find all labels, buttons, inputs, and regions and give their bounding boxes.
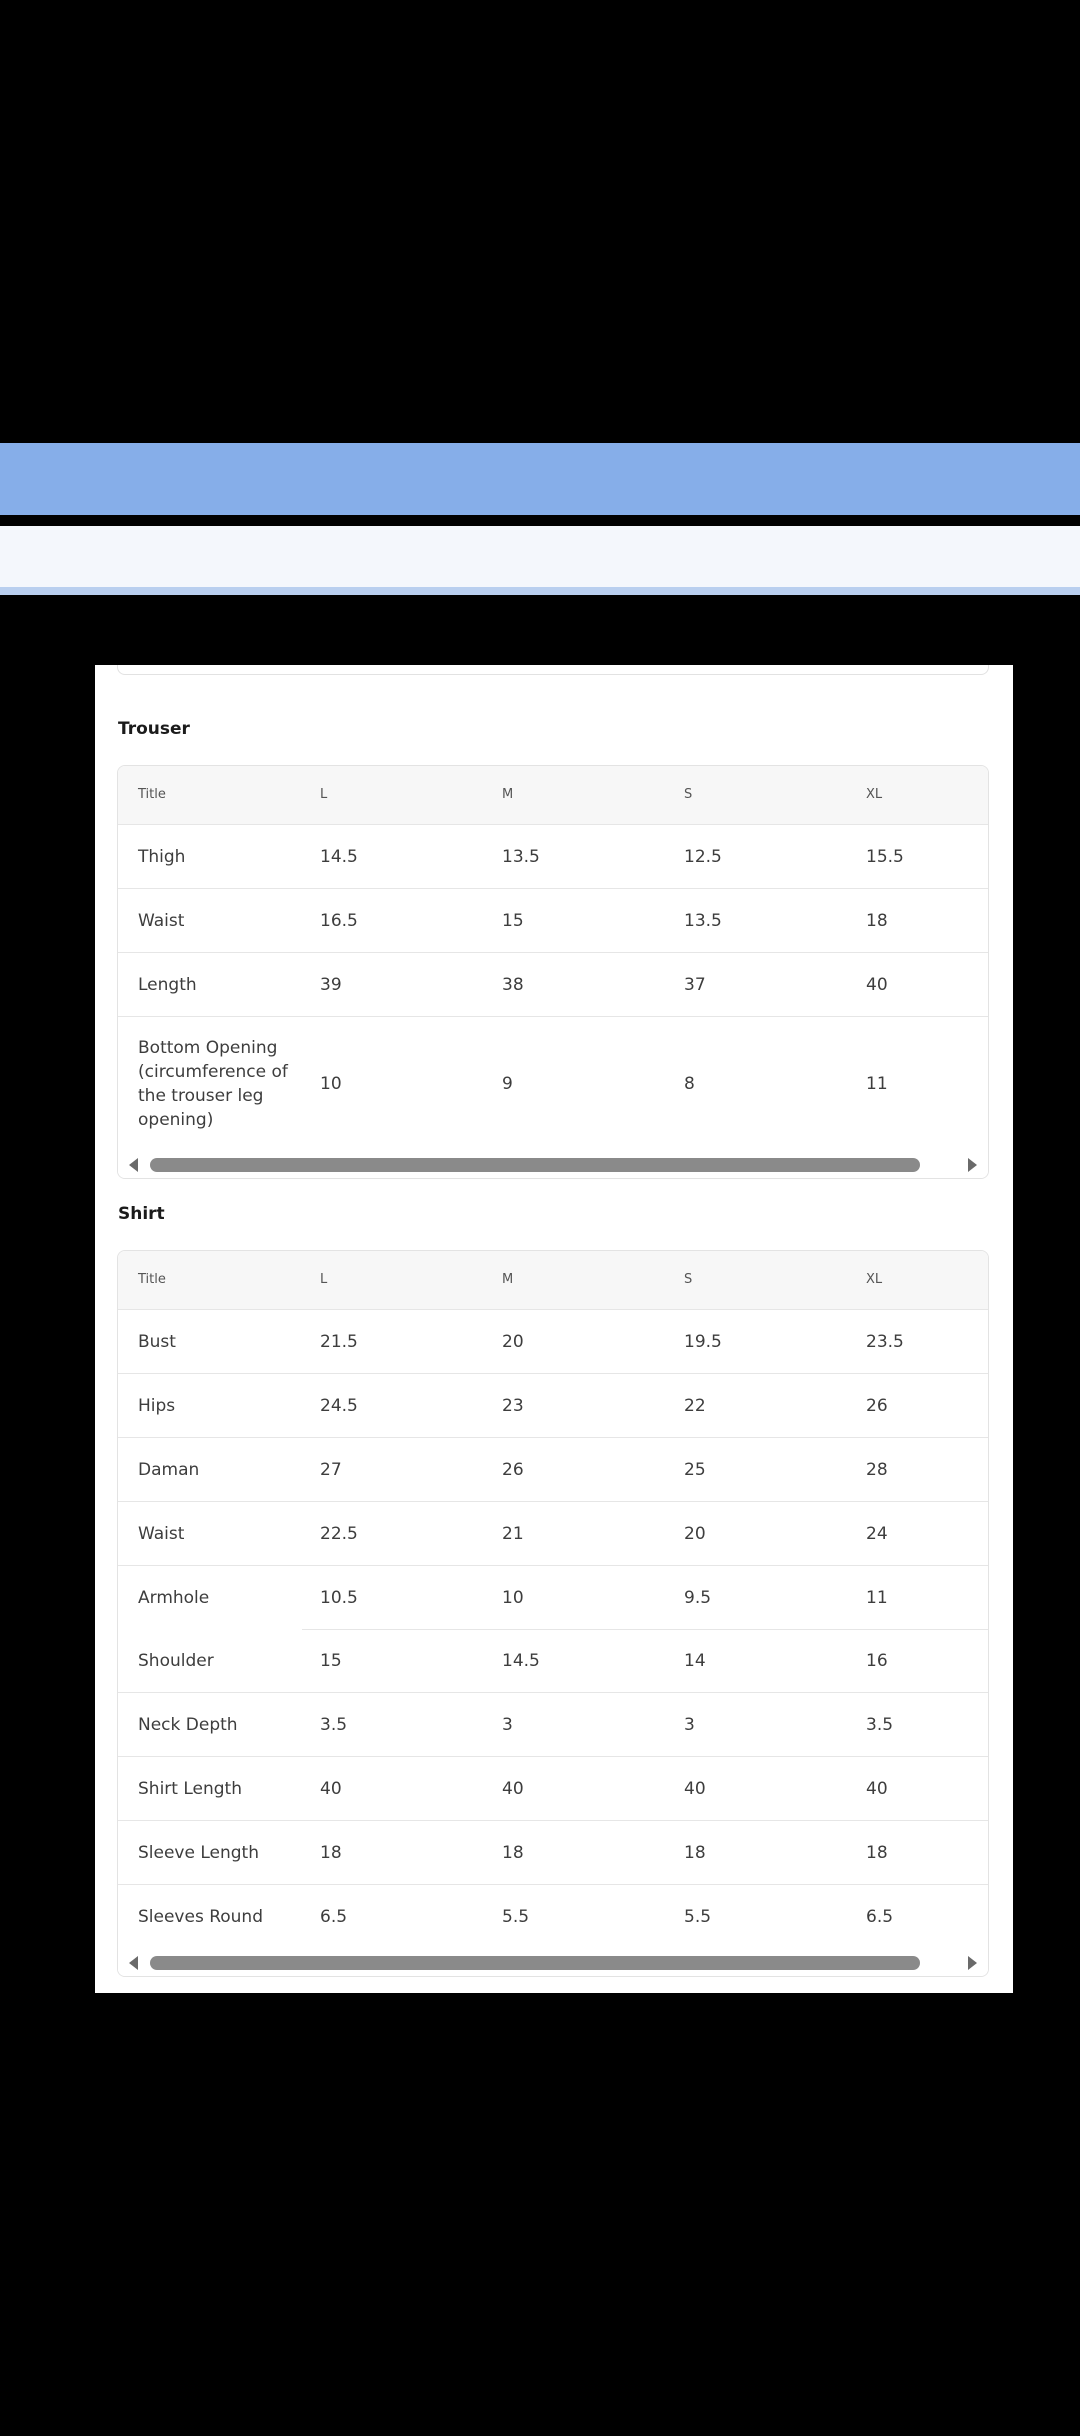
header-size-m: M: [502, 1272, 514, 1287]
header-size-xl: XL: [866, 787, 883, 802]
shirt-size-table[interactable]: [117, 1250, 989, 1977]
scroll-right-arrow-icon[interactable]: [968, 1956, 977, 1970]
cell-value: 37: [684, 974, 706, 995]
cell-value: 3.5: [320, 1714, 348, 1735]
row-label: Bust: [138, 1331, 176, 1352]
cell-value: 22.5: [320, 1523, 358, 1544]
header-title: Title: [138, 1272, 166, 1287]
cell-value: 18: [502, 1842, 524, 1863]
row-label: Armhole: [138, 1587, 210, 1608]
cell-value: 19.5: [684, 1331, 722, 1352]
subheader-divider: [0, 587, 1080, 595]
cell-value: 6.5: [320, 1906, 348, 1927]
cell-value: 9.5: [684, 1587, 712, 1608]
row-label: Waist: [138, 1523, 185, 1544]
table-row: [118, 1629, 988, 1693]
header-size-s: S: [684, 1272, 693, 1287]
app-header-bar: [0, 443, 1080, 515]
table-row: [118, 1017, 988, 1150]
cell-value: 5.5: [684, 1906, 712, 1927]
cell-value: 26: [502, 1459, 524, 1480]
cell-value: 22: [684, 1395, 706, 1416]
cell-value: 28: [866, 1459, 888, 1480]
cell-value: 16.5: [320, 910, 358, 931]
row-label: Shirt Length: [138, 1778, 242, 1799]
row-label: Bottom Opening (circumference of the trouser leg opening): [138, 1037, 288, 1130]
table-row: [118, 1502, 988, 1566]
row-label: Sleeve Length: [138, 1842, 259, 1863]
cell-value: 26: [866, 1395, 888, 1416]
table-row: [118, 1438, 988, 1502]
cell-value: 18: [684, 1842, 706, 1863]
table-row: [118, 1693, 988, 1757]
table-row: [118, 1566, 988, 1629]
header-size-m: M: [502, 787, 514, 802]
header-size-l: L: [320, 1272, 328, 1287]
cell-value: 39: [320, 974, 342, 995]
cell-value: 10: [502, 1587, 524, 1608]
row-label: Hips: [138, 1395, 176, 1416]
table-row: [118, 1374, 988, 1438]
cell-value: 14.5: [320, 846, 358, 867]
table-row: [118, 825, 988, 889]
cell-value: 40: [866, 974, 888, 995]
row-label: Waist: [138, 910, 185, 931]
cell-value: 23.5: [866, 1331, 904, 1352]
cell-value: 3: [502, 1714, 513, 1735]
trouser-section-title: Trouser: [118, 719, 190, 739]
cell-value: 14.5: [502, 1650, 540, 1671]
row-label: Shoulder: [138, 1650, 214, 1671]
cell-value: 23: [502, 1395, 524, 1416]
row-label: Daman: [138, 1459, 200, 1480]
scrollbar-thumb[interactable]: [150, 1956, 920, 1970]
cell-value: 13.5: [502, 846, 540, 867]
cell-value: 18: [866, 1842, 888, 1863]
horizontal-scrollbar[interactable]: [118, 1150, 988, 1178]
table-header-row: [118, 1251, 988, 1310]
cell-value: 24.5: [320, 1395, 358, 1416]
cell-value: 3: [684, 1714, 695, 1735]
trouser-size-table[interactable]: [117, 765, 989, 1179]
table-row: [118, 1757, 988, 1821]
table-row: [118, 1310, 988, 1374]
scroll-left-arrow-icon[interactable]: [129, 1956, 138, 1970]
table-row: [118, 889, 988, 953]
cell-value: 9: [502, 1073, 513, 1094]
cell-value: 40: [684, 1778, 706, 1799]
table-row: [118, 1885, 988, 1948]
cell-value: 14: [684, 1650, 706, 1671]
cell-value: 18: [320, 1842, 342, 1863]
header-size-s: S: [684, 787, 693, 802]
cell-value: 20: [502, 1331, 524, 1352]
cell-value: 18: [866, 910, 888, 931]
cell-value: 12.5: [684, 846, 722, 867]
row-label: Thigh: [138, 846, 186, 867]
table-header-row: [118, 766, 988, 825]
row-label: Length: [138, 974, 197, 995]
cell-value: 40: [866, 1778, 888, 1799]
scrollbar-thumb[interactable]: [150, 1158, 920, 1172]
shirt-section-title: Shirt: [118, 1204, 165, 1224]
cell-value: 40: [502, 1778, 524, 1799]
table-row: [118, 953, 988, 1017]
row-label: Neck Depth: [138, 1714, 238, 1735]
cell-value: 27: [320, 1459, 342, 1480]
cell-value: 21.5: [320, 1331, 358, 1352]
horizontal-scrollbar[interactable]: [118, 1948, 988, 1976]
cell-value: 8: [684, 1073, 695, 1094]
cell-value: 16: [866, 1650, 888, 1671]
cell-value: 24: [866, 1523, 888, 1544]
cell-value: 11: [866, 1587, 888, 1608]
previous-card: [117, 665, 989, 675]
cell-value: 25: [684, 1459, 706, 1480]
header-size-l: L: [320, 787, 328, 802]
scroll-right-arrow-icon[interactable]: [968, 1158, 977, 1172]
cell-value: 40: [320, 1778, 342, 1799]
app-subheader-bar: [0, 526, 1080, 590]
cell-value: 15: [320, 1650, 342, 1671]
table-row: [118, 1821, 988, 1885]
cell-value: 6.5: [866, 1906, 894, 1927]
header-size-xl: XL: [866, 1272, 883, 1287]
scroll-left-arrow-icon[interactable]: [129, 1158, 138, 1172]
cell-value: 20: [684, 1523, 706, 1544]
cell-value: 10.5: [320, 1587, 358, 1608]
cell-value: 38: [502, 974, 524, 995]
cell-value: 11: [866, 1073, 888, 1094]
header-title: Title: [138, 787, 166, 802]
cell-value: 3.5: [866, 1714, 894, 1735]
cell-value: 5.5: [502, 1906, 530, 1927]
cell-value: 13.5: [684, 910, 722, 931]
row-label: Sleeves Round: [138, 1906, 264, 1927]
size-chart-page: [95, 665, 1013, 1993]
cell-value: 21: [502, 1523, 524, 1544]
cell-value: 15.5: [866, 846, 904, 867]
cell-value: 15: [502, 910, 524, 931]
cell-value: 10: [320, 1073, 342, 1094]
